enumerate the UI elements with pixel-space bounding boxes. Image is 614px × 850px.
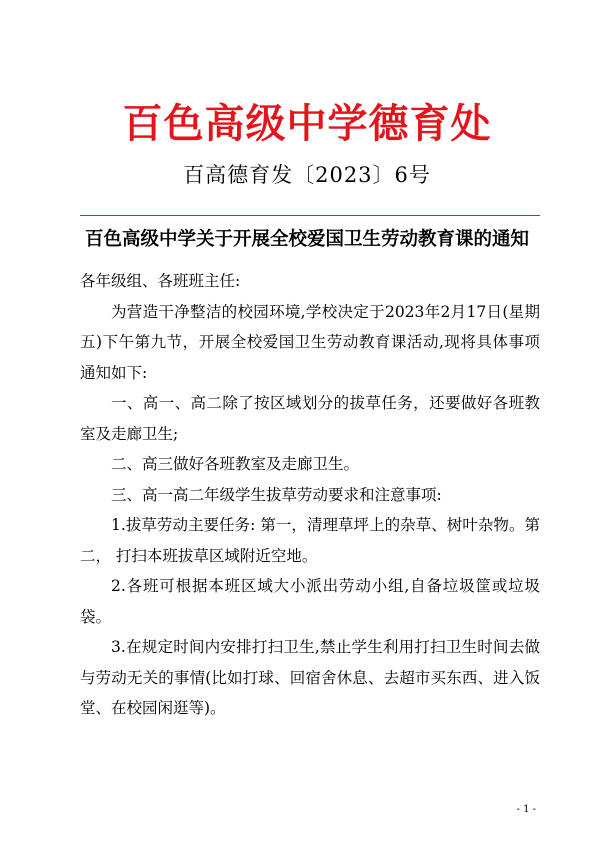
body-paragraph: 二、高三做好各班教室及走廊卫生。 [111,455,360,473]
red-divider-line [80,215,540,216]
body-paragraph: 2.各班可根据本班区域大小派出劳动小组,自备垃圾筐或垃圾袋。 [80,577,540,626]
salutation: 各年级组、各班班主任: [80,272,241,290]
page-number: - 1 - [516,804,536,815]
document-number: 百高德育发〔2023〕6号 [183,163,431,187]
issuer-header-title: 百色高级中学德育处 [122,101,492,147]
notice-body [80,266,540,724]
body-paragraph: 三、高一高二年级学生拔草劳动要求和注意事项: [111,485,442,504]
notice-title: 百色高级中学关于开展全校爱国卫生劳动教育课的通知 [84,229,529,250]
body-paragraph: 为营造干净整洁的校园环境,学校决定于2023年2月17日(星期五)下午第九节，开展全校爱国卫生劳动教育课活动,现将具体事项通知如下: [80,302,540,382]
body-paragraph: 一、高一、高二除了按区域划分的拔草任务，还要做好各班教室及走廊卫生; [80,394,540,443]
body-paragraph: 1.拔草劳动主要任务: 第一，清理草坪上的杂草、树叶杂物。第二， 打扫本班拔草区域附近空地。 [80,516,540,565]
body-paragraph: 3.在规定时间内安排打扫卫生,禁止学生利用打扫卫生时间去做与劳动无关的事情(比如打球、回宿舍休息、去超市买东西、进入饭堂、在校园闲逛等)。 [80,638,540,717]
